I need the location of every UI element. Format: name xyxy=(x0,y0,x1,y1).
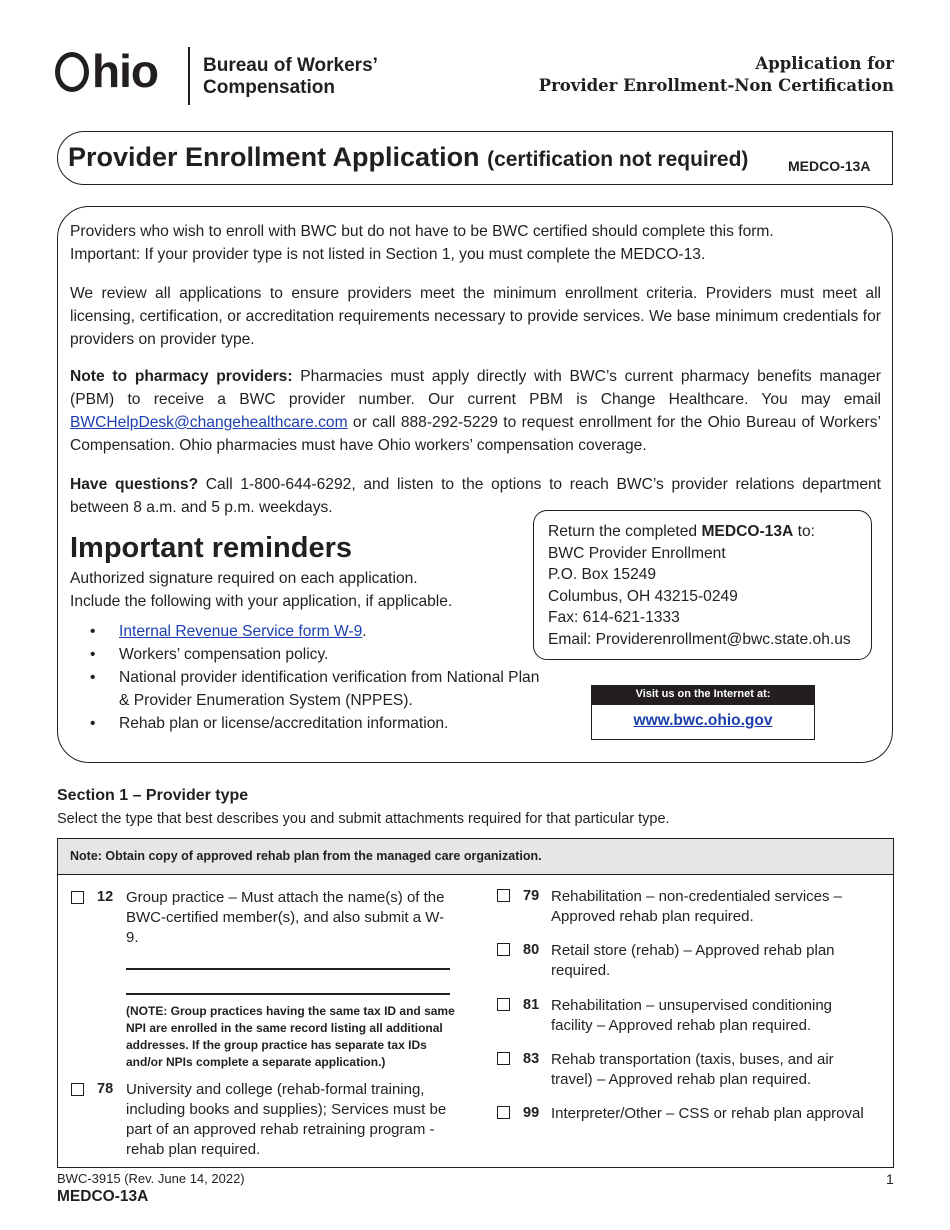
option-label: Rehab transportation (taxis, buses, and air travel) – Approved rehab plan required. xyxy=(551,1051,834,1088)
ohio-logo: hio xyxy=(92,45,158,97)
reminders-text: Authorized signature required on each application. Include the following with your application, if applicable. xyxy=(70,570,453,610)
reminders-heading: Important reminders xyxy=(70,532,352,564)
member-name-line-2[interactable] xyxy=(126,993,450,995)
option-label: Interpreter/Other – CSS or rehab plan approval xyxy=(551,1105,864,1122)
option-code: 12 xyxy=(97,889,114,905)
rehab-plan-note: Note: Obtain copy of approved rehab plan from the managed care organization. xyxy=(70,849,542,863)
form-code: MEDCO-13A xyxy=(788,158,871,174)
visit-box xyxy=(591,704,815,740)
option-code: 81 xyxy=(523,997,540,1013)
checkbox-12[interactable] xyxy=(71,891,84,904)
pharmacy-email-link[interactable]: BWCHelpDesk@changehealthcare.com xyxy=(70,414,348,431)
checkbox-78[interactable] xyxy=(71,1083,84,1096)
criteria-paragraph: We review all applications to ensure providers meet the minimum enrollment criteria. Providers must meet all licensing, certification, or accreditation requirements necessary to provide services. We base minimum credentials for providers on provider type. xyxy=(70,285,881,348)
option-code: 78 xyxy=(97,1081,114,1097)
logo-divider xyxy=(188,47,190,105)
intro-paragraph: Providers who wish to enroll with BWC but do not have to be BWC certified should complete this form. Important: If your provider type is not listed in Section 1, you must complete the MEDCO-13. xyxy=(70,223,774,263)
option-label: University and college (rehab-formal training, including books and supplies); Services must be part of an approved rehab retraining program - rehab plan required. xyxy=(126,1081,447,1158)
list-item: • Internal Revenue Service form W-9. xyxy=(90,620,549,643)
option-label: Rehabilitation – unsupervised conditioning facility – Approved rehab plan required. xyxy=(551,997,833,1034)
option-code: 83 xyxy=(523,1051,540,1067)
questions-paragraph: Have questions? Call 1-800-644-6292, and listen to the options to reach BWC’s provider relations department between 8 a.m. and 5 p.m. weekdays. xyxy=(70,476,881,516)
w9-link[interactable]: Internal Revenue Service form W-9 xyxy=(119,623,363,640)
page-title: Provider Enrollment Application (certification not required) xyxy=(68,142,749,172)
checkbox-83[interactable] xyxy=(497,1052,510,1065)
option-label: Rehabilitation – non-credentialed services – Approved rehab plan required. xyxy=(551,888,843,925)
ohio-logo-o-icon xyxy=(55,52,89,92)
checkbox-80[interactable] xyxy=(497,943,510,956)
option-code: 79 xyxy=(523,888,540,904)
bwc-website-link[interactable]: www.bwc.ohio.gov xyxy=(633,712,773,729)
form-number: BWC-3915 (Rev. June 14, 2022) xyxy=(57,1171,245,1186)
checkbox-81[interactable] xyxy=(497,998,510,1011)
application-title: Application for Provider Enrollment-Non Certification xyxy=(538,54,894,95)
list-item: • National provider identification verification from National Plan & Provider Enumeration System (NPPES). xyxy=(90,666,549,712)
list-item: • Workers’ compensation policy. xyxy=(90,643,549,666)
member-name-line-1[interactable] xyxy=(126,968,450,970)
option-code: 80 xyxy=(523,942,540,958)
footer-form-code: MEDCO-13A xyxy=(57,1188,149,1205)
section1-subheading: Select the type that best describes you and submit attachments required for that particular type. xyxy=(57,811,670,827)
page-subtitle: (certification not required) xyxy=(487,148,749,171)
bureau-name: Bureau of Workers’ Compensation xyxy=(203,55,378,98)
section1-heading: Section 1 – Provider type xyxy=(57,787,249,804)
pharmacy-paragraph: Note to pharmacy providers: Pharmacies must apply directly with BWC’s current pharmacy benefits manager (PBM) to receive a BWC provider number. Our current PBM is Change Healthcare. You may email BWCHelpDesk@changehealthcare.com or call 888-292-5229 to request enrollment for the Ohio Bureau of Workers’ Compensation. Ohio pharmacies must have Ohio workers’ compensation coverage. xyxy=(70,368,881,454)
checkbox-79[interactable] xyxy=(497,889,510,902)
return-address-box: Return the completed MEDCO-13A to: BWC Provider Enrollment P.O. Box 15249 Columbus, OH 43215-0249 Fax: 614-621-1333 Email: Providerenrollment@bwc.state.oh.us xyxy=(533,510,872,660)
checkbox-99[interactable] xyxy=(497,1106,510,1119)
list-item: • Rehab plan or license/accreditation information. xyxy=(90,712,549,735)
reminders-list xyxy=(90,620,549,735)
option-label: Retail store (rehab) – Approved rehab plan required. xyxy=(551,942,835,979)
page-number: 1 xyxy=(886,1171,894,1187)
visit-header: Visit us on the Internet at: xyxy=(591,685,815,704)
group-practice-note: (NOTE: Group practices having the same tax ID and same NPI are enrolled in the same record listing all additional addresses. If the group practice has separate tax IDs and/or NPIs complete a separate application.) xyxy=(126,1004,455,1069)
option-label: Group practice – Must attach the name(s) of the BWC-certified member(s), and also submit a W-9. xyxy=(126,889,445,946)
option-code: 99 xyxy=(523,1105,540,1121)
